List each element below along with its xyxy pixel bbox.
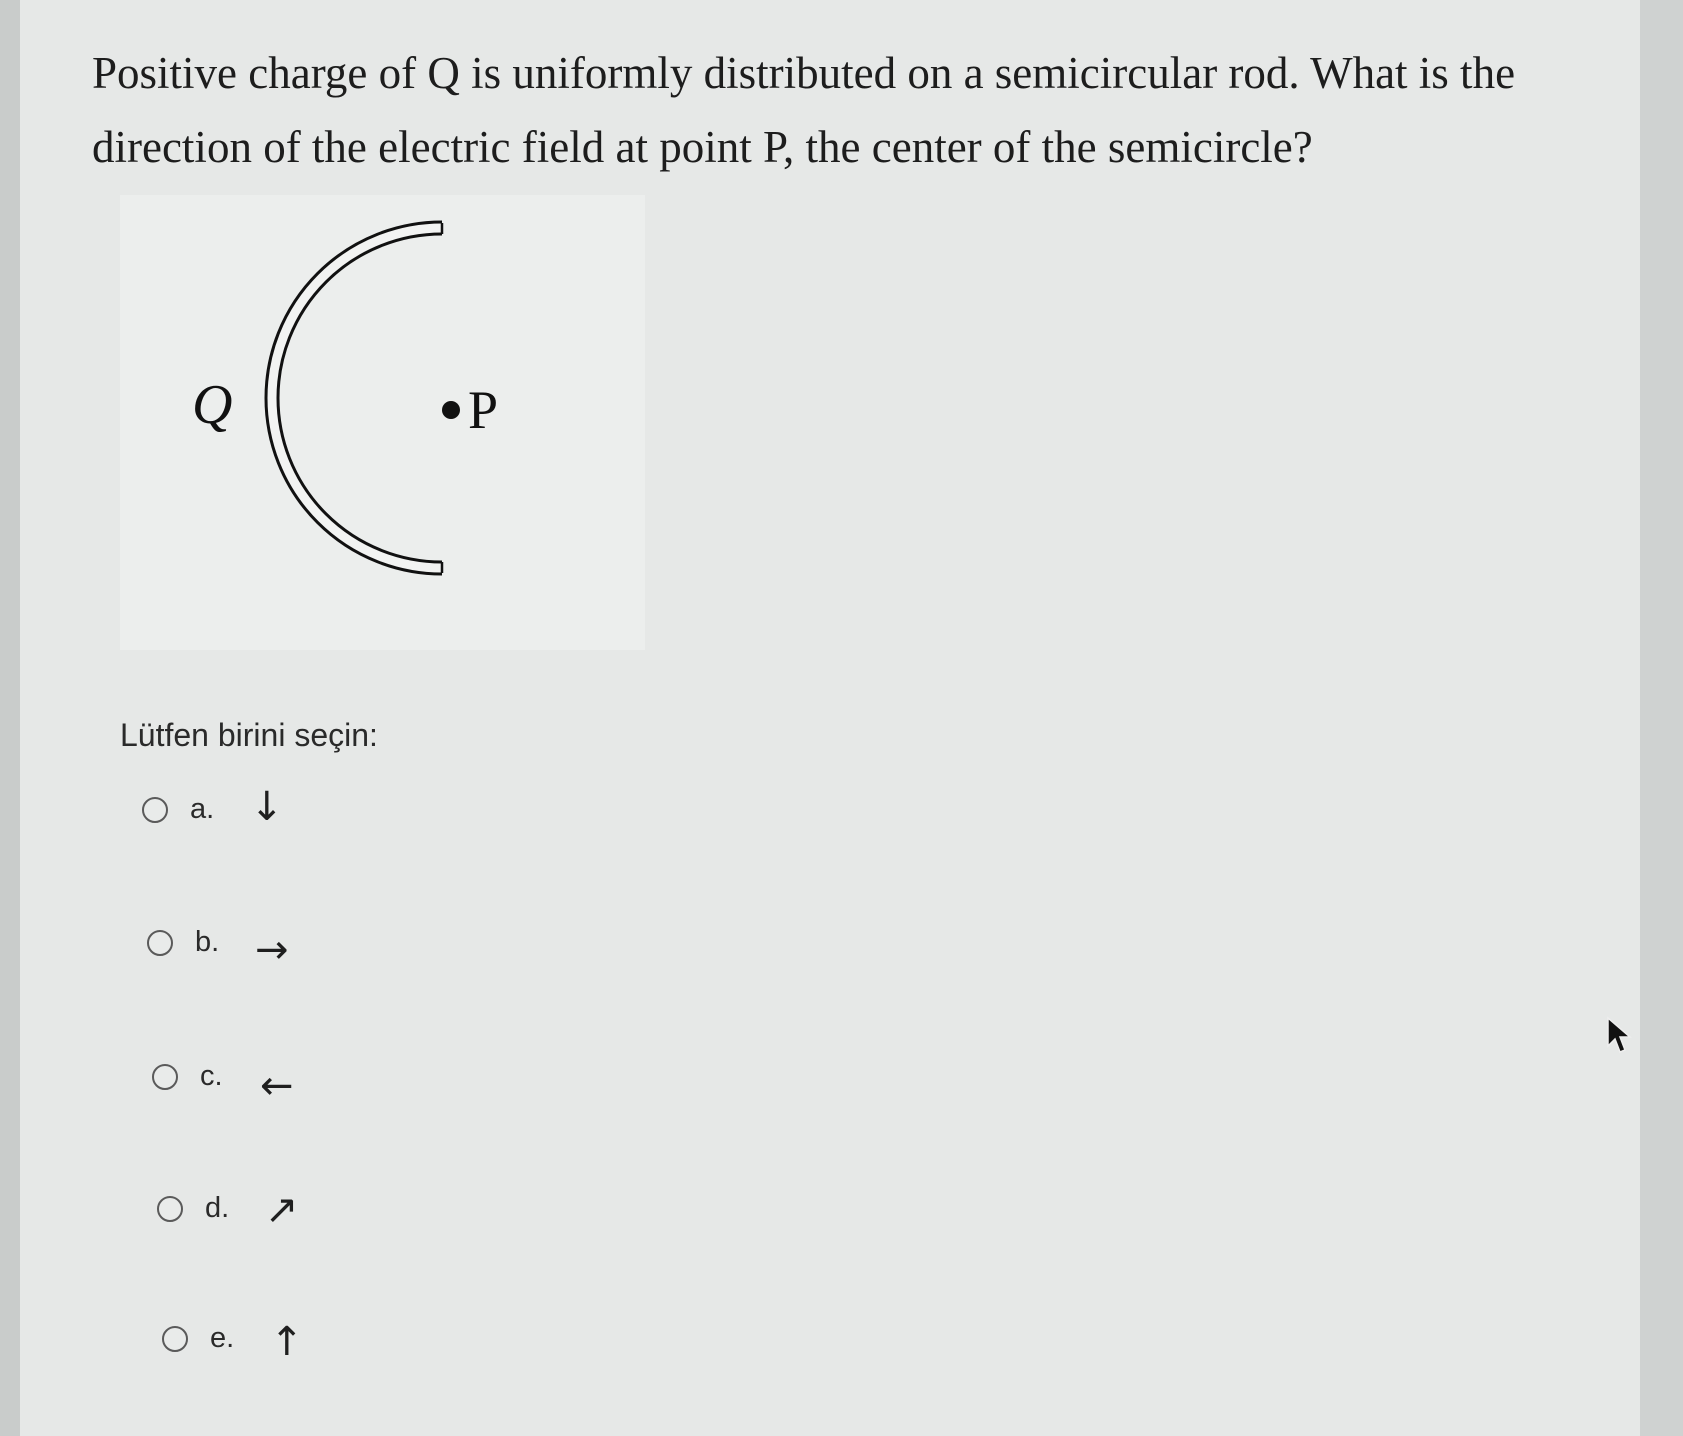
option-letter: e. [210, 1322, 235, 1354]
arrow-right-icon: → [255, 927, 289, 973]
question-text: Positive charge of Q is uniformly distributed on a semicircular rod. What is the direction of the electric field at point P, the center of the semicircle? [92, 48, 1516, 172]
background-edge [0, 0, 20, 1436]
arrow-left-icon: ← [260, 1063, 294, 1109]
radio-button-d[interactable] [157, 1196, 183, 1222]
question-figure [120, 195, 645, 650]
arrow-up-icon: ↑ [270, 1319, 304, 1365]
radio-button-b[interactable] [147, 930, 173, 956]
arrow-up-right-icon: ↗ [265, 1187, 299, 1233]
semicircular-rod [272, 228, 442, 568]
option-letter: d. [205, 1192, 230, 1224]
semicircular-rod-diagram [120, 195, 645, 650]
mouse-cursor-icon [1606, 1016, 1632, 1056]
semicircular-rod-inner [272, 228, 442, 568]
point-label: P [468, 380, 499, 440]
option-letter: a. [190, 793, 215, 825]
charge-label: Q [192, 374, 233, 436]
arrow-down-icon: ↓ [250, 784, 284, 830]
radio-button-e[interactable] [162, 1326, 188, 1352]
radio-button-a[interactable] [142, 797, 168, 823]
option-letter: b. [195, 926, 220, 958]
radio-button-c[interactable] [152, 1064, 178, 1090]
point-p-marker [442, 401, 460, 419]
scrollbar-area[interactable] [1640, 0, 1683, 1436]
option-letter: c. [200, 1060, 223, 1092]
instruction-text: Lütfen birini seçin: [120, 717, 378, 753]
